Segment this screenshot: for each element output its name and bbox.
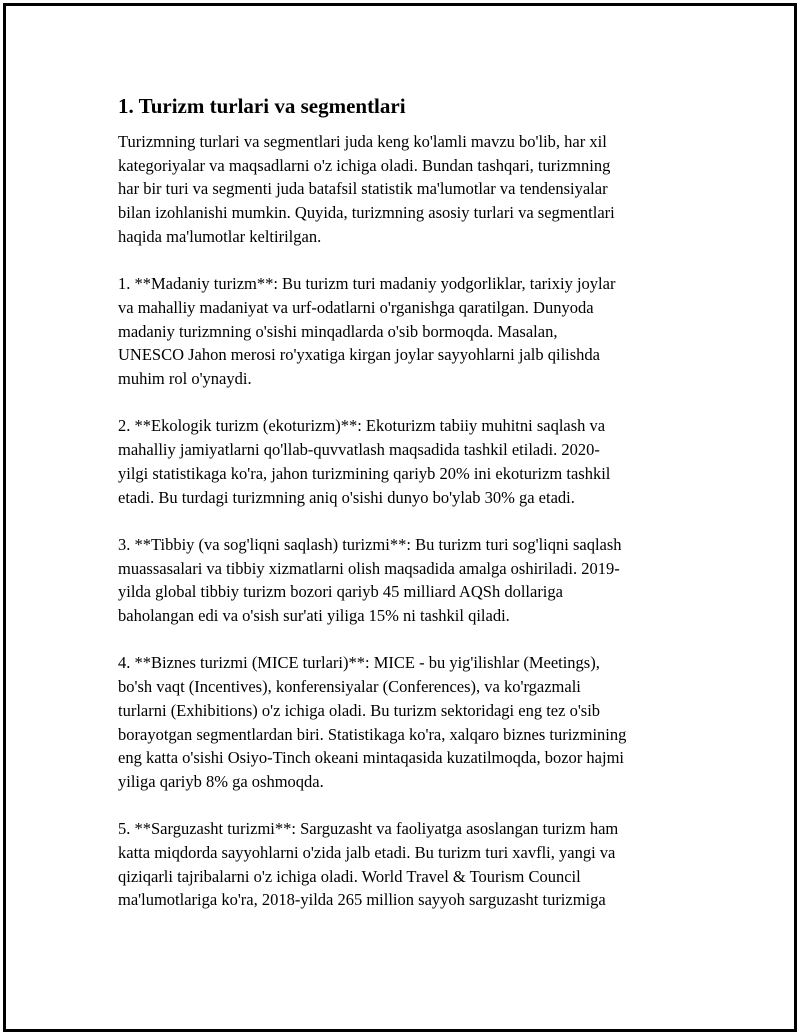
- section-heading: 1. Turizm turlari va segmentlari: [118, 94, 406, 118]
- intro-paragraph: Turizmning turlari va segmentlari juda keng ko'lamli mavzu bo'lib, har xil kategoriyalar va maqsadlarni o'z ichiga oladi. Bundan tashqari, turizmning har bir turi va segmenti juda batafsil statistik ma'lumotlar va tendensiyalar bilan izohlanishi mumkin. Quyida, turizmning asosiy turlari va segmentlari haqida ma'lumotlar keltirilgan.: [118, 132, 615, 246]
- paragraph-medical-tourism: 3. **Tibbiy (va sog'liqni saqlash) turizmi**: Bu turizm turi sog'liqni saqlash muassasalari va tibbiy xizmatlarni olish maqsadida amalga oshiriladi. 2019- yilda global tibbiy turizm bozori qariyb 45 milliard AQSh dollariga baholangan edi va o'sish sur'ati yiliga 15% ni tashkil qiladi.: [118, 534, 622, 626]
- paragraph-adventure-tourism: 5. **Sarguzasht turizmi**: Sarguzasht va faoliyatga asoslangan turizm ham katta miqdorda sayyohlarni o'zida jalb etadi. Bu turizm turi xavfli, yangi va qiziqarli tajribalarni o'z ichiga oladi. World Travel & Tourism Council ma'lumotlariga ko'ra, 2018-yilda 265 million sayyoh sarguzasht turizmiga: [118, 819, 619, 910]
- paragraph-ecotourism: 2. **Ekologik turizm (ekoturizm)**: Ekoturizm tabiiy muhitni saqlash va mahalliy jamiyatlarni qo'llab-quvvatlash maqsadida tashkil etiladi. 2020- yilgi statistikaga ko'ra, jahon turizmining qariyb 20% ini ekoturizm tashkil etadi. Bu turdagi turizmning aniq o'sishi dunyo bo'ylab 30% ga etadi.: [118, 416, 611, 507]
- paragraph-cultural-tourism: 1. **Madaniy turizm**: Bu turizm turi madaniy yodgorliklar, tarixiy joylar va mahalliy madaniyat va urf-odatlarni o'rganishga qaratilgan. Dunyoda madaniy turizmning o'sishi minqadlarda o'sib bormoqda. Masalan, UNESCO Jahon merosi ro'yxatiga kirgan joylar sayyohlarni jalb qilishda muhim rol o'ynaydi.: [118, 274, 616, 389]
- document-body: [118, 93, 688, 936]
- paragraph-business-tourism: 4. **Biznes turizmi (MICE turlari)**: MICE - bu yig'ilishlar (Meetings), bo'sh vaqt (Incentives), konferensiyalar (Conferences), va ko'rgazmali turlarni (Exhibitions) o'z ichiga oladi. Bu turizm sektoridagi eng tez o'sib borayotgan segmentlardan biri. Statistikaga ko'ra, xalqaro biznes turizmining eng katta o'sishi Osiyo-Tinch okeani mintaqasida kuzatilmoqda, bozor hajmi yiliga qariyb 8% ga oshmoqda.: [118, 653, 627, 791]
